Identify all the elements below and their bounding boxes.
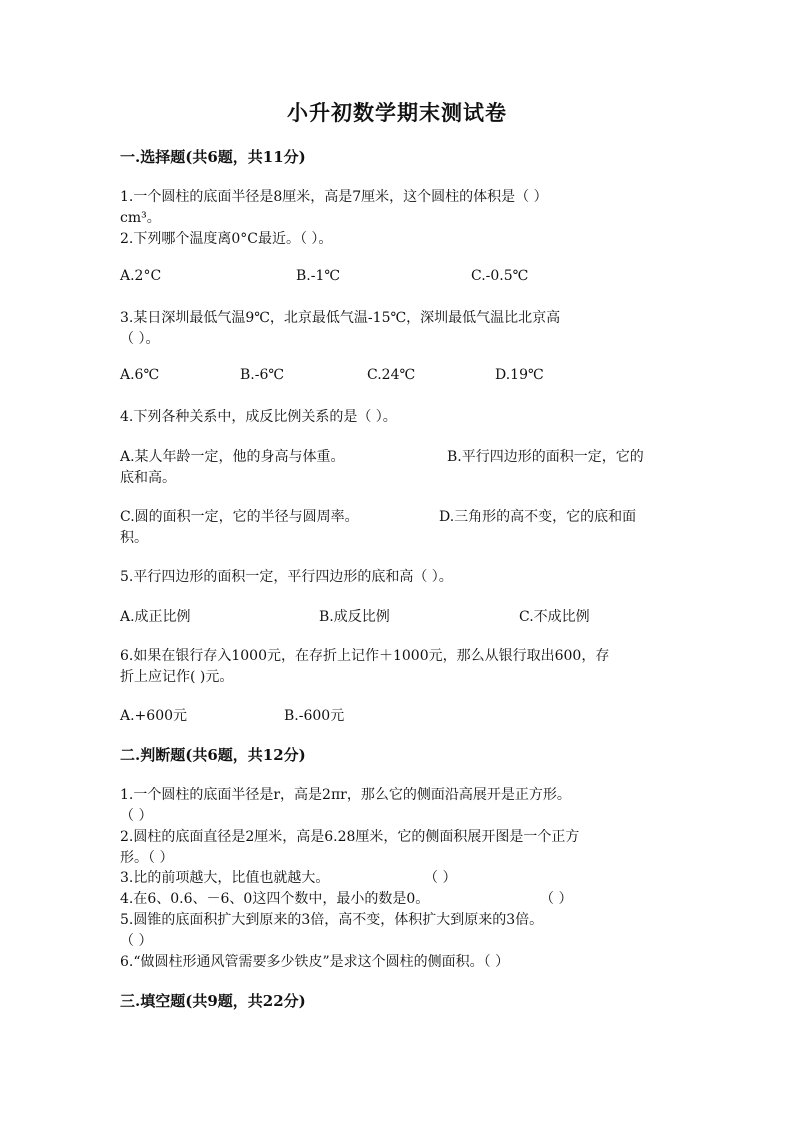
- option-1-3-c: C.24℃: [367, 367, 416, 383]
- option-1-6-b: B.-600元: [284, 708, 345, 724]
- option-1-3-d: D.19℃: [495, 367, 544, 383]
- question-2-2-line1: 2.圆柱的底面直径是2厘米，高是6.28厘米，它的侧面积展开图是一个正方: [120, 829, 580, 845]
- question-1-1-line1: 1.一个圆柱的底面半径是8厘米，高是7厘米，这个圆柱的体积是（ ）: [120, 189, 548, 205]
- section-heading-true-false: 二.判断题(共6题，共12分): [120, 746, 306, 764]
- option-1-2-c: C.-0.5℃: [471, 268, 529, 284]
- question-1-2-stem: 2.下列哪个温度离0°C最近。（ ）。: [120, 231, 333, 247]
- question-1-1-line2: cm³。: [120, 210, 161, 226]
- question-1-3-line2: （ ）。: [120, 331, 160, 347]
- option-1-4-b-line2: 底和高。: [120, 470, 176, 486]
- option-1-2-b: B.-1℃: [296, 268, 341, 284]
- question-1-6-line2: 折上应记作( )元。: [120, 669, 234, 685]
- question-2-1-line2: （ ）: [120, 808, 153, 824]
- option-1-5-a: A.成正比例: [120, 609, 191, 625]
- option-1-4-c: C.圆的面积一定，它的半径与圆周率。: [120, 509, 359, 525]
- question-2-6-stem: 6.“做圆柱形通风管需要多少铁皮”是求这个圆柱的侧面积。（ ）: [120, 954, 510, 970]
- question-1-3-line1: 3.某日深圳最低气温9℃，北京最低气温-15℃，深圳最低气温比北京高: [120, 310, 561, 326]
- option-1-3-a: A.6℃: [120, 367, 160, 383]
- option-1-4-d-line1: D.三角形的高不变，它的底和面: [439, 509, 637, 525]
- section-heading-fill-in: 三.填空题(共9题，共22分): [120, 992, 306, 1010]
- option-1-4-a: A.某人年龄一定，他的身高与体重。: [120, 449, 345, 465]
- question-2-3-blank: （ ）: [424, 870, 457, 886]
- option-1-4-d-line2: 积。: [120, 530, 148, 546]
- question-2-2-line2: 形。（ ）: [120, 850, 174, 866]
- question-2-4-stem: 4.在6、0.6、－6、0这四个数中，最小的数是0。: [120, 891, 430, 907]
- section-heading-choice: 一.选择题(共6题，共11分): [120, 148, 306, 166]
- option-1-4-b-line1: B.平行四边形的面积一定，它的: [447, 449, 644, 465]
- option-1-5-b: B.成反比例: [319, 609, 390, 625]
- option-1-6-a: A.+600元: [120, 708, 188, 724]
- option-1-5-c: C.不成比例: [519, 609, 590, 625]
- option-1-3-b: B.-6℃: [240, 367, 285, 383]
- page-title: 小升初数学期末测试卷: [287, 100, 507, 125]
- question-2-1-line1: 1.一个圆柱的底面半径是r，高是2πr，那么它的侧面沿高展开是正方形。: [120, 787, 571, 803]
- question-2-5-line2: （ ）: [120, 933, 153, 949]
- question-2-3-stem: 3.比的前项越大，比值也就越大。: [120, 870, 330, 886]
- question-1-5-stem: 5.平行四边形的面积一定，平行四边形的底和高（ ）。: [120, 569, 453, 585]
- question-1-4-stem: 4.下列各种关系中，成反比例关系的是（ ）。: [120, 409, 397, 425]
- question-2-4-blank: （ ）: [540, 891, 573, 907]
- question-1-6-line1: 6.如果在银行存入1000元，在存折上记作＋1000元，那么从银行取出600，存: [120, 648, 610, 664]
- option-1-2-a: A.2°C: [120, 268, 162, 284]
- question-2-5-line1: 5.圆锥的底面积扩大到原来的3倍，高不变，体积扩大到原来的3倍。: [120, 912, 544, 928]
